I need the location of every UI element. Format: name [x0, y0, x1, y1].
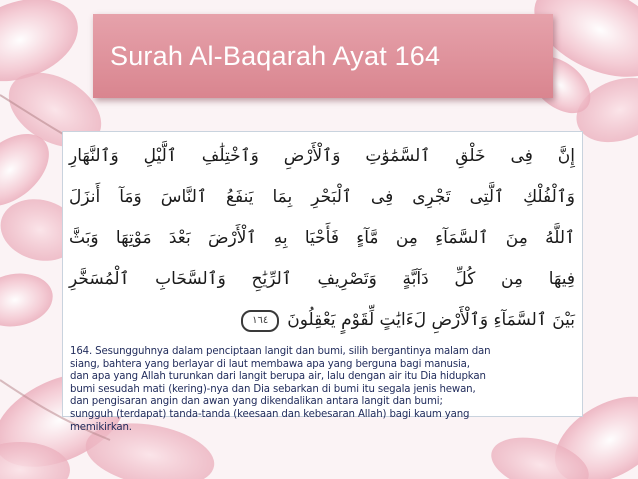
arabic-line: بَيْنَ ٱلسَّمَآءِ وَٱلْأَرْضِ لَءَايَٰتٍ لِّقَوْمٍ يَعْقِلُونَ — [287, 310, 575, 330]
arabic-text-block — [69, 136, 575, 346]
arabic-line: ٱللَّهُ مِنَ ٱلسَّمَآءِ مِن مَّآءٍ فَأَحْيَا بِهِ ٱلْأَرْضَ بَعْدَ مَوْتِهَا وَبَثَّ — [69, 228, 575, 248]
arabic-line: فِيهَا مِن كُلِّ دَآبَّةٍ وَتَصْرِيفِ ٱلرِّيَٰحِ وَٱلسَّحَابِ ٱلْمُسَخَّرِ — [69, 269, 575, 289]
translation-line: dan pengisaran angin dan awan yang dikendalikan antara langit dan bumi; — [70, 396, 443, 408]
translation-line: bumi sesudah mati (kering)-nya dan Dia sebarkan di bumi itu segala jenis hewan, — [70, 383, 476, 395]
arabic-line: وَٱلْفُلْكِ ٱلَّتِى تَجْرِى فِى ٱلْبَحْرِ بِمَا يَنفَعُ ٱلنَّاسَ وَمَآ أَنزَلَ — [69, 187, 575, 207]
translation-line: sungguh (terdapat) tanda-tanda (keesaan dan kebesaran Allah) bagi kaum yang — [70, 408, 470, 420]
translation-line: dan apa yang Allah turunkan dari langit berupa air, lalu dengan air itu Dia hidupkan — [70, 371, 486, 383]
blossom-petal — [0, 268, 57, 332]
arabic-line-last — [69, 300, 575, 341]
verse-panel — [62, 131, 583, 433]
translation-block — [70, 346, 576, 434]
translation-line: siang, bahtera yang berlayar di laut membawa apa yang berguna bagi manusia, — [70, 358, 470, 370]
ayah-number-marker: ١٦٤ — [241, 310, 279, 332]
slide-title: Surah Al-Baqarah Ayat 164 — [110, 40, 441, 71]
translation-line: memikirkan. — [70, 421, 132, 433]
arabic-line: إِنَّ فِى خَلْقِ ٱلسَّمَٰوَٰتِ وَٱلْأَرْضِ وَٱخْتِلَٰفِ ٱلَّيْلِ وَٱلنَّهَارِ — [69, 146, 575, 166]
translation-line: 164. Sesungguhnya dalam penciptaan langit dan bumi, silih bergantinya malam dan — [70, 346, 491, 357]
title-banner — [93, 14, 553, 98]
